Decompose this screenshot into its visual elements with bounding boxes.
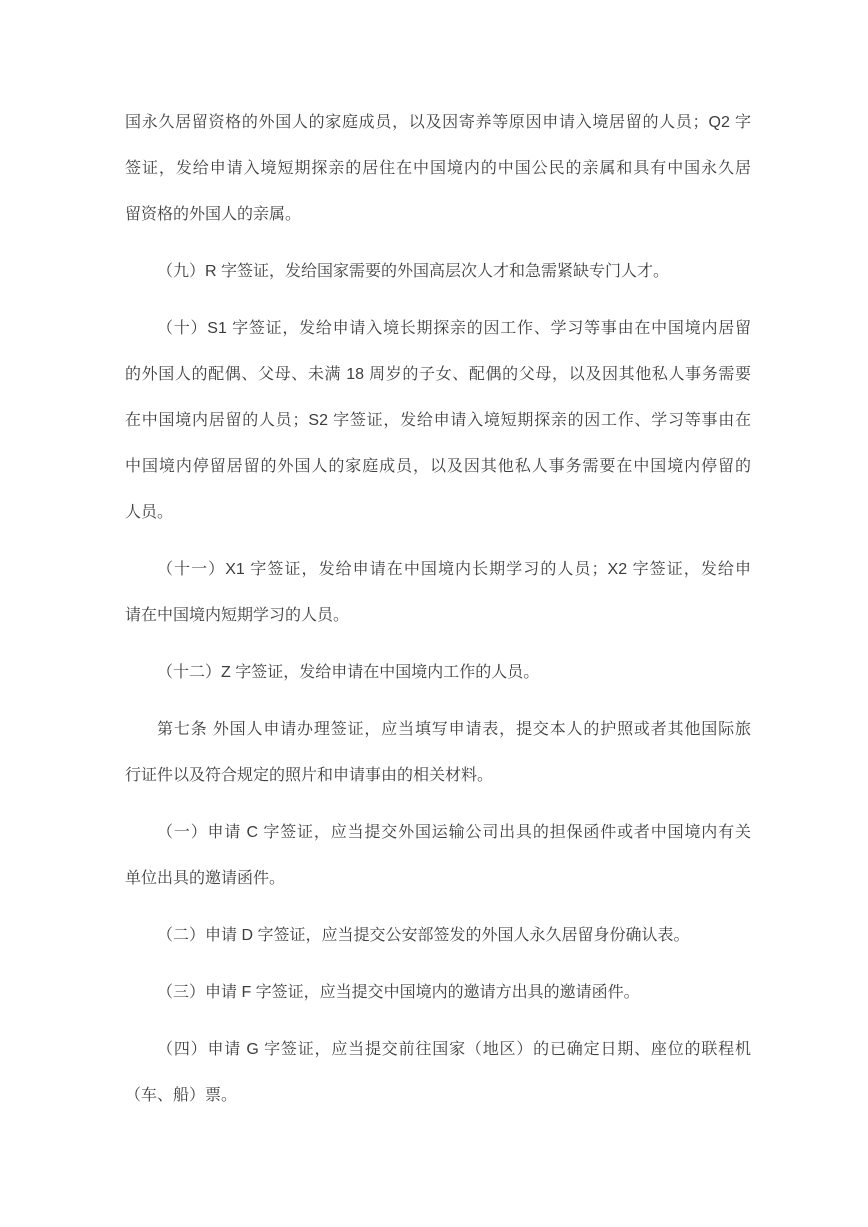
text-line: 请在中国境内短期学习的人员。 — [125, 607, 350, 624]
text-line: （十）S1 字签证，发给申请入境长期探亲的因工作、学习等事由在中国境内居留 — [157, 320, 751, 337]
text-line: （车、船）票。 — [125, 1087, 238, 1104]
text-line: （三）申请 F 字签证，应当提交中国境内的邀请方出具的邀请函件。 — [157, 984, 640, 1001]
paragraph — [125, 913, 751, 959]
text-line: 签证，发给申请入境短期探亲的居住在中国境内的中国公民的亲属和具有中国永久居 — [125, 160, 751, 177]
text-line: 国永久居留资格的外国人的家庭成员，以及因寄养等原因申请入境居留的人员；Q2 字 — [125, 114, 751, 131]
text-line: （四）申请 G 字签证，应当提交前往国家（地区）的已确定日期、座位的联程机 — [157, 1041, 751, 1058]
text-line: 人员。 — [125, 504, 174, 521]
paragraph — [125, 249, 751, 295]
paragraph — [125, 650, 751, 696]
text-line: 在中国境内居留的人员；S2 字签证，发给申请入境短期探亲的因工作、学习等事由在 — [125, 412, 751, 429]
text-line: （二）申请 D 字签证，应当提交公安部签发的外国人永久居留身份确认表。 — [157, 927, 690, 944]
text-line: 的外国人的配偶、父母、未满 18 周岁的子女、配偶的父母，以及因其他私人事务需要 — [125, 366, 751, 383]
paragraph — [125, 970, 751, 1016]
text-line: 单位出具的邀请函件。 — [125, 870, 286, 887]
paragraph — [125, 100, 751, 238]
text-line: 第七条 外国人申请办理签证，应当填写申请表，提交本人的护照或者其他国际旅 — [157, 721, 751, 738]
text-line: （十一）X1 字签证，发给申请在中国境内长期学习的人员；X2 字签证，发给申 — [157, 561, 751, 578]
paragraph — [125, 810, 751, 902]
text-line: 留资格的外国人的亲属。 — [125, 206, 302, 223]
text-line: （十二）Z 字签证，发给申请在中国境内工作的人员。 — [157, 664, 540, 681]
paragraph — [125, 547, 751, 639]
text-line: （一）申请 C 字签证，应当提交外国运输公司出具的担保函件或者中国境内有关 — [157, 824, 751, 841]
paragraph — [125, 707, 751, 799]
paragraph — [125, 306, 751, 536]
paragraph — [125, 1027, 751, 1119]
text-line: （九）R 字签证，发给国家需要的外国高层次人才和急需紧缺专门人才。 — [157, 263, 670, 280]
text-line: 行证件以及符合规定的照片和申请事由的相关材料。 — [125, 767, 494, 784]
text-line: 中国境内停留居留的外国人的家庭成员，以及因其他私人事务需要在中国境内停留的 — [125, 458, 751, 475]
